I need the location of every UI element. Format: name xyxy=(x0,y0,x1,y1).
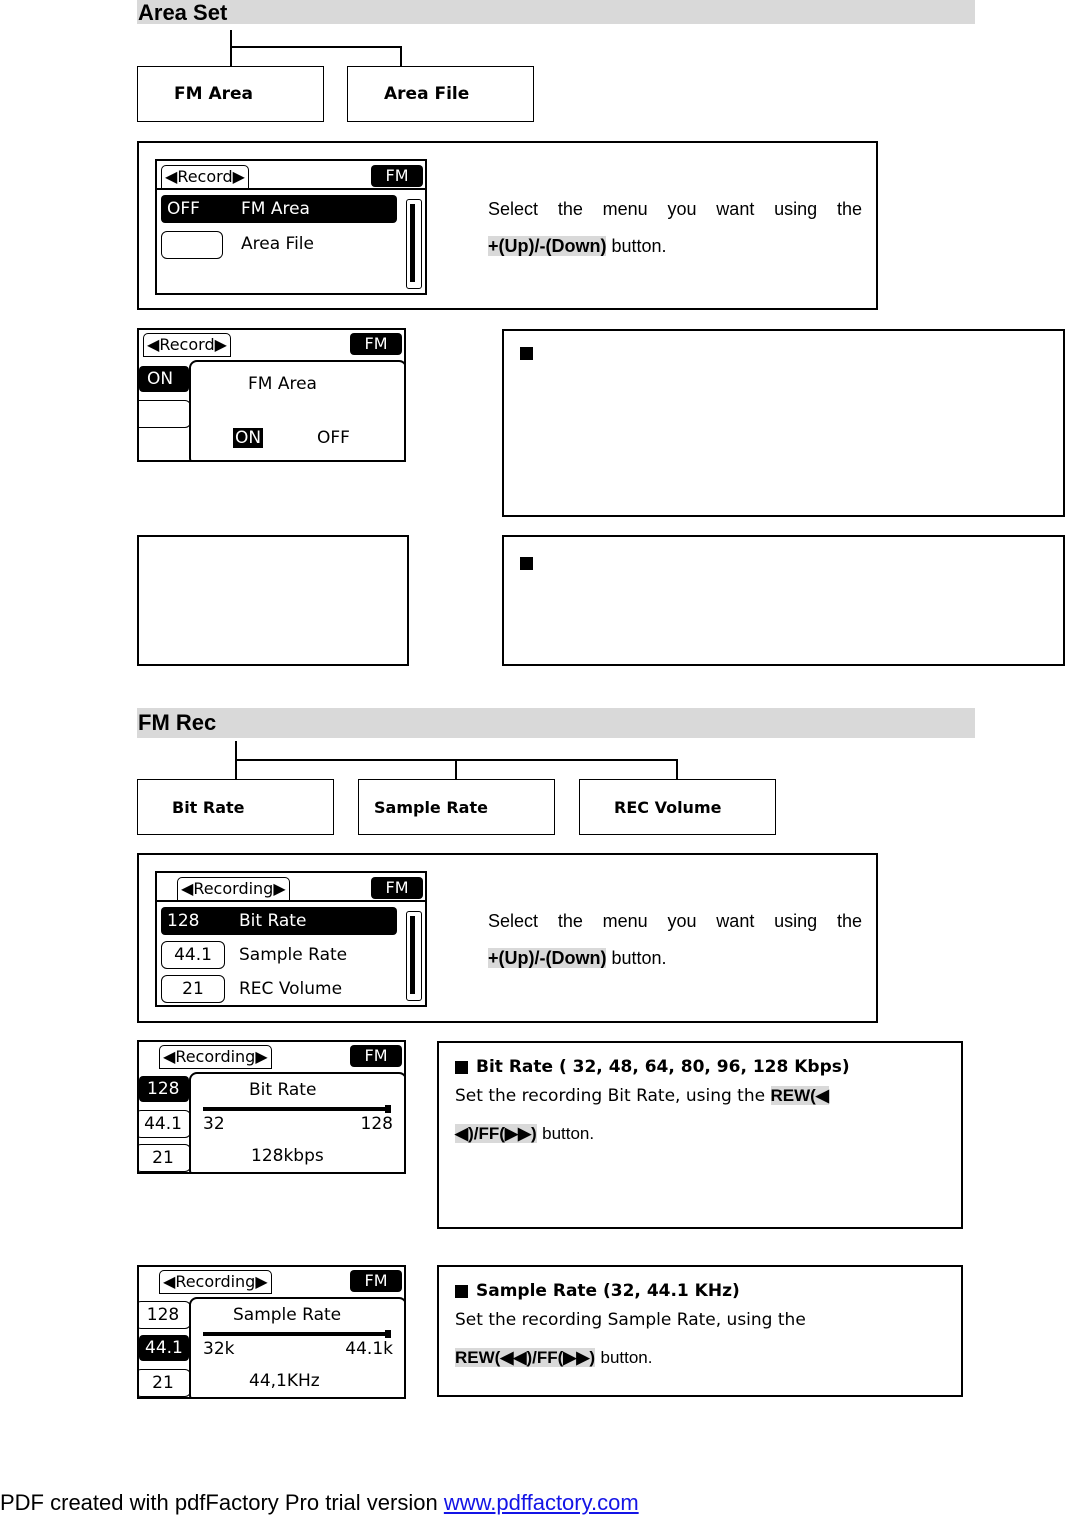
note-suffix: button. xyxy=(542,1124,595,1143)
tab-right-arrow-icon: ▶ xyxy=(214,335,227,354)
lcd-row-value-pill xyxy=(161,231,223,259)
footer-text: PDF created with pdfFactory Pro trial version xyxy=(0,1490,438,1515)
tab-left-arrow-icon: ◀ xyxy=(147,335,160,354)
bullet-square-icon xyxy=(455,1061,468,1074)
note-box-area-file xyxy=(502,535,1065,666)
current-value: 128kbps xyxy=(251,1146,324,1166)
lcd-popup xyxy=(189,1072,406,1174)
lcd-tab xyxy=(177,877,290,901)
lcd-side-value: 21 xyxy=(137,1144,191,1172)
note-title-text: Bit Rate ( 32, 48, 64, 80, 96, 128 Kbps) xyxy=(476,1057,850,1077)
note-title xyxy=(455,1281,961,1301)
fm-badge: FM xyxy=(371,165,423,187)
lcd-row-label: FM Area xyxy=(241,199,310,219)
instruction-line: Select the menu you want using the xyxy=(488,911,862,931)
lcd-scrollbar xyxy=(406,911,422,1001)
popup-title: Sample Rate xyxy=(233,1305,342,1325)
lcd-row-label: Area File xyxy=(241,234,314,254)
lcd-row-value: 128 xyxy=(167,911,200,931)
lcd-tab-label: Recording xyxy=(175,1047,256,1066)
lcd-side-value: 44.1 xyxy=(137,1110,191,1138)
lcd-side-value: 21 xyxy=(137,1369,191,1397)
lcd-side-value: 128 xyxy=(139,1076,189,1102)
lcd-row-label: Bit Rate xyxy=(239,911,307,931)
lcd-divider xyxy=(157,900,427,902)
lcd-screen-fm-area xyxy=(137,328,406,462)
tree-connector xyxy=(230,30,232,66)
lcd-tab xyxy=(159,1045,272,1069)
note-body xyxy=(455,1301,961,1377)
lcd-popup xyxy=(189,1297,406,1399)
up-down-buttons: +(Up)/-(Down) xyxy=(488,948,607,968)
menu-box-label: REC Volume xyxy=(614,797,722,817)
instruction-text xyxy=(488,903,862,977)
lcd-tab-label: Record xyxy=(159,335,215,354)
tab-right-arrow-icon: ▶ xyxy=(273,879,286,898)
footer-link[interactable]: www.pdffactory.com xyxy=(443,1490,639,1515)
note-title xyxy=(455,1057,961,1077)
section-title-fm-rec xyxy=(137,708,975,738)
slider-max: 128 xyxy=(360,1114,393,1134)
area-set-title: Area Set xyxy=(138,0,228,25)
note-body xyxy=(455,1077,961,1153)
slider-max: 44.1k xyxy=(345,1339,393,1359)
menu-box-label: Bit Rate xyxy=(172,797,245,817)
lcd-screen-bit-rate xyxy=(137,1040,406,1174)
option-off: OFF xyxy=(317,428,350,448)
lcd-row-label: Sample Rate xyxy=(239,945,348,965)
tree-connector xyxy=(230,46,401,48)
menu-box-fm-area xyxy=(137,66,324,122)
fm-badge: FM xyxy=(350,333,402,355)
slider-fill xyxy=(203,1332,391,1336)
slider-min: 32 xyxy=(203,1114,225,1134)
instruction-suffix: button. xyxy=(611,236,667,256)
tab-right-arrow-icon: ▶ xyxy=(232,167,245,186)
lcd-side-value: 128 xyxy=(137,1301,191,1329)
lcd-selected-row xyxy=(161,195,397,223)
lcd-popup xyxy=(189,360,406,462)
popup-title: Bit Rate xyxy=(249,1080,317,1100)
lcd-selected-row xyxy=(161,907,397,935)
area-set-menu-panel xyxy=(137,141,878,310)
lcd-screen-area-set-menu xyxy=(155,159,427,295)
lcd-side-pill xyxy=(137,400,191,428)
tab-left-arrow-icon: ◀ xyxy=(163,1272,176,1291)
instruction-text xyxy=(488,191,862,265)
lcd-side-value: ON xyxy=(139,366,189,392)
lcd-tab-label: Recording xyxy=(175,1272,256,1291)
instruction-line: Select the menu you want using the xyxy=(488,199,862,219)
menu-box-label: Sample Rate xyxy=(374,797,488,817)
note-body-text: Set the recording Sample Rate, using the xyxy=(455,1310,806,1330)
lcd-screen-sample-rate xyxy=(137,1265,406,1399)
lcd-row-value-pill: 44.1 xyxy=(161,941,225,969)
note-suffix: button. xyxy=(600,1348,653,1367)
up-down-buttons: +(Up)/-(Down) xyxy=(488,236,607,256)
popup-title: FM Area xyxy=(248,374,317,394)
pdf-footer xyxy=(0,1490,639,1516)
tab-right-arrow-icon: ▶ xyxy=(255,1047,268,1066)
fm-badge: FM xyxy=(371,877,423,899)
menu-box-bit-rate xyxy=(137,779,334,835)
note-body-text: Set the recording Bit Rate, using the xyxy=(455,1086,766,1106)
note-box-bit-rate xyxy=(437,1041,963,1229)
menu-box-sample-rate xyxy=(358,779,555,835)
lcd-tab-label: Recording xyxy=(193,879,274,898)
menu-box-label: Area File xyxy=(384,84,470,104)
bullet-square-icon xyxy=(455,1285,468,1298)
fm-badge: FM xyxy=(350,1045,402,1067)
tab-left-arrow-icon: ◀ xyxy=(165,167,178,186)
note-box-fm-area xyxy=(502,329,1065,517)
tab-right-arrow-icon: ▶ xyxy=(255,1272,268,1291)
lcd-tab-label: Record xyxy=(177,167,233,186)
lcd-tab xyxy=(159,1270,272,1294)
section-title-area-set xyxy=(137,0,975,24)
menu-box-rec-volume xyxy=(579,779,776,835)
sample-rate-slider xyxy=(203,1330,391,1338)
menu-box-label: FM Area xyxy=(174,84,253,104)
lcd-side-value: 44.1 xyxy=(139,1335,189,1361)
instruction-suffix: button. xyxy=(611,948,667,968)
lcd-tab xyxy=(143,333,231,357)
rew-ff-buttons: REW(◀◀)/FF(▶▶) xyxy=(455,1348,596,1367)
tree-connector xyxy=(400,46,402,66)
option-on: ON xyxy=(235,428,262,448)
empty-screen-box xyxy=(137,535,409,666)
slider-knob xyxy=(385,1105,391,1113)
bullet-square-icon xyxy=(520,557,533,570)
lcd-screen-fm-rec-menu xyxy=(155,871,427,1007)
note-title-text: Sample Rate (32, 44.1 KHz) xyxy=(476,1281,740,1301)
slider-min: 32k xyxy=(203,1339,235,1359)
fm-rec-menu-panel xyxy=(137,853,878,1023)
menu-box-area-file xyxy=(347,66,534,122)
tab-left-arrow-icon: ◀ xyxy=(181,879,194,898)
lcd-row-value: OFF xyxy=(167,199,200,219)
lcd-tab xyxy=(161,165,249,189)
lcd-scrollbar xyxy=(406,199,422,289)
rew-ff-buttons: ◀)/FF(▶▶) xyxy=(455,1124,537,1143)
tree-connector xyxy=(676,759,678,779)
bullet-square-icon xyxy=(520,347,533,360)
rew-ff-buttons: REW(◀ xyxy=(770,1086,829,1105)
tab-left-arrow-icon: ◀ xyxy=(163,1047,176,1066)
slider-knob xyxy=(385,1330,391,1338)
slider-fill xyxy=(203,1107,391,1111)
note-box-sample-rate xyxy=(437,1265,963,1397)
fm-rec-title: FM Rec xyxy=(138,710,217,735)
current-value: 44,1KHz xyxy=(249,1371,320,1391)
lcd-divider xyxy=(157,188,427,190)
lcd-row-label: REC Volume xyxy=(239,979,343,999)
lcd-row-value-pill: 21 xyxy=(161,975,225,1003)
tree-connector xyxy=(455,759,457,779)
fm-badge: FM xyxy=(350,1270,402,1292)
bit-rate-slider xyxy=(203,1105,391,1113)
